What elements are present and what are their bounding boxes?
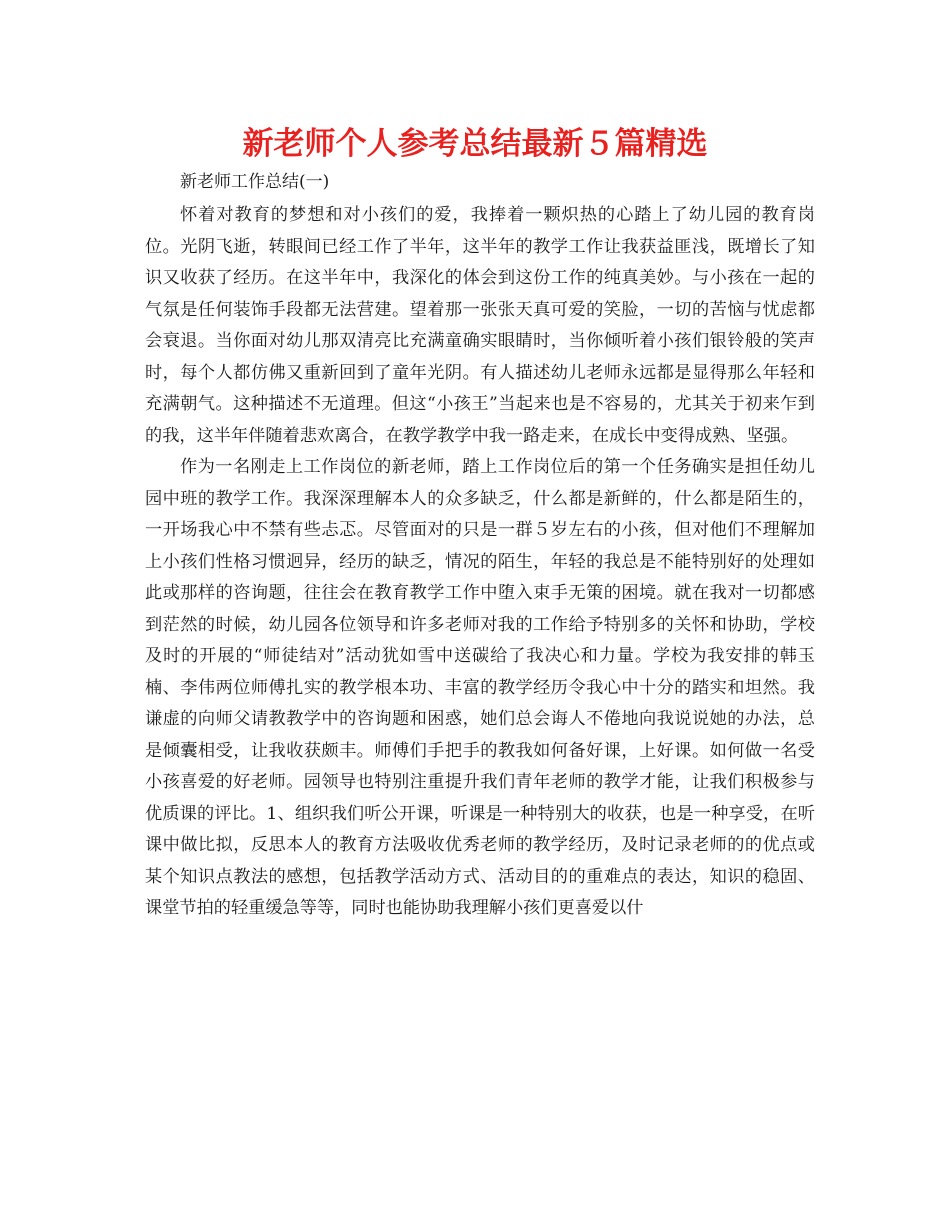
document-body (145, 200, 815, 925)
paragraph-2: 作为一名刚走上工作岗位的新老师，踏上工作岗位后的第一个任务确实是担任幼儿园中班的教学工作。我深深理解本人的众多缺乏，什么都是新鲜的，什么都是陌生的，一开场我心中不禁有些忐忑。尽管面对的只是一群５岁左右的小孩，但对他们不理解加上小孩们性格习惯迥异，经历的缺乏，情况的陌生，年轻的我总是不能特别好的处理如此或那样的咨询题，往往会在教育教学工作中堕入束手无策的困境。就在我对一切都感到茫然的时候，幼儿园各位领导和许多老师对我的工作给予特别多的关怀和协助，学校及时的开展的“师徒结对”活动犹如雪中送碳给了我决心和力量。学校为我安排的韩玉楠、李伟两位师傅扎实的教学根本功、丰富的教学经历令我心中十分的踏实和坦然。我谦虚的向师父请教教学中的咨询题和困惑，她们总会诲人不倦地向我说说她的办法，总是倾囊相受，让我收获颇丰。师傅们手把手的教我如何备好课，上好课。如何做一名受小孩喜爱的好老师。园领导也特别注重提升我们青年老师的教学才能，让我们积极参与优质课的评比。1、组织我们听公开课，听课是一种特别大的收获，也是一种享受，在听课中做比拟，反思本人的教育方法吸收优秀老师的教学经历，及时记录老师的的优点或某个知识点教法的感想，包括教学活动方式、活动目的的重难点的表达，知识的稳固、课堂节拍的轻重缓急等等，同时也能协助我理解小孩们更喜爱以什 (145, 457, 815, 918)
document-title: 新老师个人参考总结最新５篇精选 (242, 126, 708, 162)
paragraph-1: 怀着对教育的梦想和对小孩们的爱，我捧着一颗炽热的心踏上了幼儿园的教育岗位。光阴飞逝，转眼间已经工作了半年，这半年的教学工作让我获益匪浅，既增长了知识又收获了经历。在这半年中，我深化的体会到这份工作的纯真美妙。与小孩在一起的气氛是任何装饰手段都无法营建。望着那一张张天真可爱的笑脸，一切的苦恼与忧虑都会衰退。当你面对幼儿那双清亮比充满童确实眼睛时，当你倾听着小孩们银铃般的笑声时，每个人都仿佛又重新回到了童年光阴。有人描述幼儿老师永远都是显得那么年轻和充满朝气。这种描述不无道理。但这“小孩王”当起来也是不容易的，尤其关于初来乍到的我，这半年伴随着悲欢离合，在教学教学中我一路走来，在成长中变得成熟、坚强。 (145, 205, 815, 446)
section-heading: 新老师工作总结(一) (180, 172, 330, 192)
